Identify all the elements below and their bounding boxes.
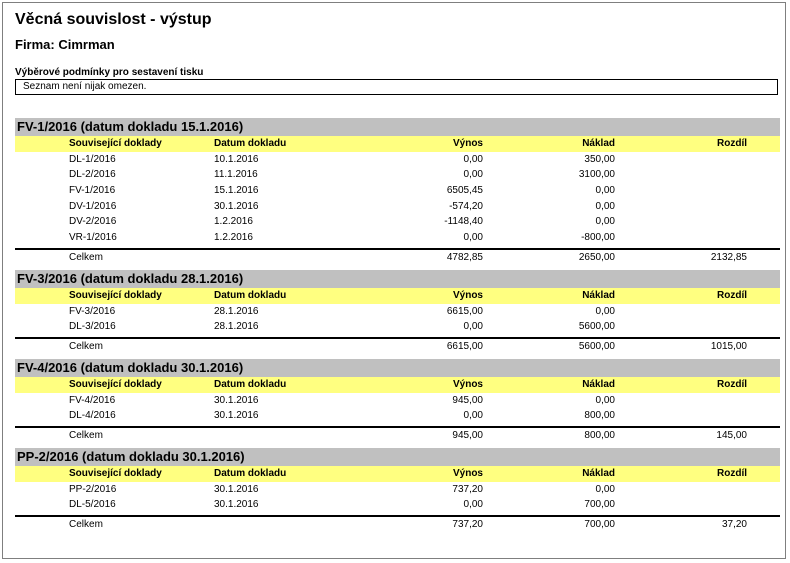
cell-income: 0,00 — [463, 169, 483, 181]
total-income: 6615,00 — [446, 340, 483, 352]
cell-date: 11.1.2016 — [214, 169, 258, 181]
cell-income: 0,00 — [463, 499, 483, 511]
cell-cost: 350,00 — [584, 153, 615, 165]
total-label: Celkem — [69, 519, 103, 530]
total-cost: 5600,00 — [578, 340, 615, 352]
cell-date: 28.1.2016 — [214, 321, 259, 333]
cell-income: -1148,40 — [444, 216, 483, 228]
cell-cost: 0,00 — [595, 185, 615, 197]
column-header-date: Datum dokladu — [214, 378, 287, 390]
cell-cost: 0,00 — [595, 483, 615, 495]
cell-date: 1.2.2016 — [214, 216, 253, 228]
column-header-income: Výnos — [452, 289, 483, 301]
table-row — [15, 408, 780, 424]
table-row — [15, 214, 780, 230]
column-header-income: Výnos — [452, 467, 483, 479]
report-title: Věcná souvislost - výstup — [15, 11, 212, 28]
cell-cost: 0,00 — [595, 200, 615, 212]
cell-date: 30.1.2016 — [214, 394, 259, 406]
cell-income: 6505,45 — [446, 185, 483, 197]
document-group — [15, 448, 780, 533]
total-label: Celkem — [69, 429, 103, 441]
table-row — [15, 167, 780, 183]
total-income: 4782,85 — [446, 251, 483, 263]
table-row — [15, 497, 780, 513]
total-diff: 37,20 — [721, 519, 747, 530]
conditions-label: Výběrové podmínky pro sestavení tisku — [15, 67, 204, 78]
total-row — [15, 515, 780, 533]
column-header-doc: Související doklady — [69, 378, 162, 390]
column-header-date: Datum dokladu — [214, 138, 287, 149]
total-row — [15, 337, 780, 355]
cell-doc: DL-3/2016 — [69, 321, 116, 333]
cell-doc: DL-1/2016 — [69, 153, 116, 165]
column-header-diff: Rozdíl — [717, 467, 747, 479]
cell-doc: DV-1/2016 — [69, 200, 117, 212]
cell-doc: VR-1/2016 — [69, 232, 117, 244]
cell-doc: FV-3/2016 — [69, 305, 116, 317]
cell-doc: PP-2/2016 — [69, 483, 117, 495]
cell-cost: -800,00 — [581, 232, 615, 244]
column-header-doc: Související doklady — [69, 289, 162, 301]
cell-income: 945,00 — [452, 394, 483, 406]
group-title: FV-4/2016 (datum dokladu 30.1.2016) — [15, 359, 780, 377]
total-row — [15, 248, 780, 266]
column-header-diff: Rozdíl — [717, 378, 747, 390]
document-group — [15, 359, 780, 444]
column-header-doc: Související doklady — [69, 467, 162, 479]
document-group — [15, 270, 780, 355]
cell-date: 10.1.2016 — [214, 153, 259, 165]
conditions-box — [15, 79, 778, 95]
cell-income: 6615,00 — [446, 305, 483, 317]
cell-income: 737,20 — [452, 483, 483, 495]
column-header-income: Výnos — [452, 378, 483, 390]
total-cost: 2650,00 — [578, 251, 615, 263]
total-income: 737,20 — [452, 519, 483, 530]
cell-income: 0,00 — [463, 153, 483, 165]
group-title: FV-1/2016 (datum dokladu 15.1.2016) — [15, 118, 780, 136]
cell-income: 0,00 — [463, 232, 483, 244]
cell-doc: DL-4/2016 — [69, 410, 116, 422]
table-row — [15, 152, 780, 168]
cell-date: 30.1.2016 — [214, 200, 259, 212]
total-label: Celkem — [69, 340, 103, 352]
cell-cost: 5600,00 — [578, 321, 615, 333]
column-header-row — [15, 136, 780, 152]
column-header-cost: Náklad — [582, 289, 615, 301]
firm-name: Firma: Cimrman — [15, 37, 115, 52]
table-row — [15, 319, 780, 335]
cell-date: 30.1.2016 — [214, 499, 259, 511]
total-diff: 2132,85 — [710, 251, 747, 263]
cell-cost: 3100,00 — [578, 169, 615, 181]
cell-date: 15.1.2016 — [214, 185, 259, 197]
column-header-income: Výnos — [452, 138, 483, 149]
table-row — [15, 482, 780, 498]
cell-cost: 0,00 — [595, 216, 615, 228]
column-header-row — [15, 466, 780, 482]
cell-income: -574,20 — [449, 200, 483, 212]
group-title: PP-2/2016 (datum dokladu 30.1.2016) — [15, 448, 780, 466]
cell-date: 28.1.2016 — [214, 305, 259, 317]
document-group — [15, 118, 780, 266]
column-header-diff: Rozdíl — [717, 138, 747, 149]
cell-doc: DL-2/2016 — [69, 169, 116, 181]
cell-doc: FV-4/2016 — [69, 394, 116, 406]
table-row — [15, 183, 780, 199]
conditions-text: Seznam není nijak omezen. — [23, 81, 147, 92]
column-header-cost: Náklad — [582, 138, 615, 149]
column-header-date: Datum dokladu — [214, 467, 287, 479]
cell-income: 0,00 — [463, 410, 483, 422]
cell-cost: 0,00 — [595, 394, 615, 406]
column-header-cost: Náklad — [582, 378, 615, 390]
cell-doc: FV-1/2016 — [69, 185, 116, 197]
column-header-cost: Náklad — [582, 467, 615, 479]
cell-doc: DL-5/2016 — [69, 499, 116, 511]
total-label: Celkem — [69, 251, 103, 263]
column-header-row — [15, 288, 780, 304]
column-header-doc: Související doklady — [69, 138, 162, 149]
total-row — [15, 426, 780, 444]
cell-date: 30.1.2016 — [214, 410, 259, 422]
total-diff: 145,00 — [716, 429, 747, 441]
table-row — [15, 304, 780, 320]
table-row — [15, 199, 780, 215]
cell-cost: 800,00 — [584, 410, 615, 422]
table-row — [15, 230, 780, 246]
groups-container — [15, 118, 780, 537]
cell-cost: 700,00 — [584, 499, 615, 511]
cell-income: 0,00 — [463, 321, 483, 333]
report-page — [2, 2, 786, 559]
total-diff: 1015,00 — [710, 340, 747, 352]
total-income: 945,00 — [452, 429, 483, 441]
cell-date: 30.1.2016 — [214, 483, 259, 495]
group-title: FV-3/2016 (datum dokladu 28.1.2016) — [15, 270, 780, 288]
cell-cost: 0,00 — [595, 305, 615, 317]
column-header-diff: Rozdíl — [717, 289, 747, 301]
column-header-row — [15, 377, 780, 393]
table-row — [15, 393, 780, 409]
cell-date: 1.2.2016 — [214, 232, 253, 244]
total-cost: 700,00 — [584, 519, 615, 530]
column-header-date: Datum dokladu — [214, 289, 287, 301]
cell-doc: DV-2/2016 — [69, 216, 117, 228]
total-cost: 800,00 — [584, 429, 615, 441]
